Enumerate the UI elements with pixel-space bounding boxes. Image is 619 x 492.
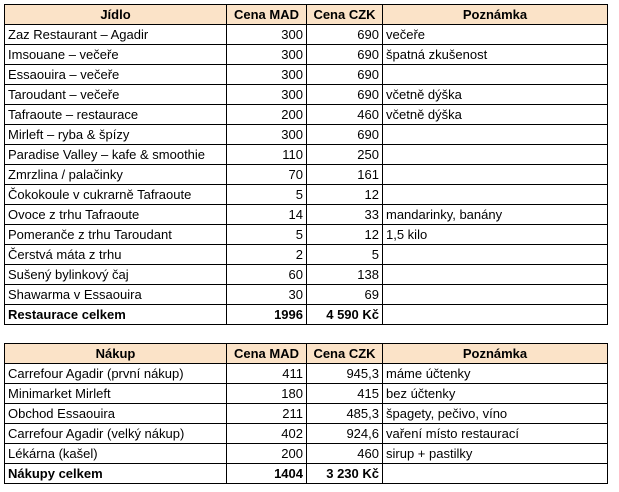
cell-note[interactable]: včetně dýška bbox=[383, 105, 608, 125]
cell-item[interactable]: Pomeranče z trhu Taroudant bbox=[5, 225, 227, 245]
cell-price-mad[interactable]: 200 bbox=[227, 444, 307, 464]
total-cell-item[interactable]: Nákupy celkem bbox=[5, 464, 227, 484]
cell-price-mad[interactable]: 300 bbox=[227, 85, 307, 105]
cell-note[interactable]: večeře bbox=[383, 25, 608, 45]
cell-item[interactable]: Essaouira – večeře bbox=[5, 65, 227, 85]
cell-price-czk[interactable]: 924,6 bbox=[307, 424, 383, 444]
table-row bbox=[5, 245, 608, 265]
table-row bbox=[5, 45, 608, 65]
table-row bbox=[5, 384, 608, 404]
cell-note[interactable] bbox=[383, 265, 608, 285]
cell-price-czk[interactable]: 690 bbox=[307, 125, 383, 145]
total-row bbox=[5, 305, 608, 325]
cell-price-czk[interactable]: 690 bbox=[307, 25, 383, 45]
cell-item[interactable]: Zaz Restaurant – Agadir bbox=[5, 25, 227, 45]
header-cell-note[interactable]: Poznámka bbox=[383, 5, 608, 25]
cell-item[interactable]: Carrefour Agadir (velký nákup) bbox=[5, 424, 227, 444]
table-row bbox=[5, 145, 608, 165]
cell-price-czk[interactable]: 12 bbox=[307, 225, 383, 245]
table-row bbox=[5, 404, 608, 424]
cell-item[interactable]: Shawarma v Essaouira bbox=[5, 285, 227, 305]
cell-price-czk[interactable]: 138 bbox=[307, 265, 383, 285]
cell-note[interactable]: sirup + pastilky bbox=[383, 444, 608, 464]
cell-item[interactable]: Čerstvá máta z trhu bbox=[5, 245, 227, 265]
header-cell-price-mad[interactable]: Cena MAD bbox=[227, 344, 307, 364]
cell-item[interactable]: Mirleft – ryba & špízy bbox=[5, 125, 227, 145]
total-cell-price-czk[interactable]: 3 230 Kč bbox=[307, 464, 383, 484]
cell-price-mad[interactable]: 180 bbox=[227, 384, 307, 404]
cell-item[interactable]: Taroudant – večeře bbox=[5, 85, 227, 105]
cell-price-mad[interactable]: 60 bbox=[227, 265, 307, 285]
cell-price-mad[interactable]: 5 bbox=[227, 185, 307, 205]
cell-price-czk[interactable]: 945,3 bbox=[307, 364, 383, 384]
cell-item[interactable]: Sušený bylinkový čaj bbox=[5, 265, 227, 285]
cell-item[interactable]: Ovoce z trhu Tafraoute bbox=[5, 205, 227, 225]
cell-note[interactable] bbox=[383, 165, 608, 185]
header-cell-price-mad[interactable]: Cena MAD bbox=[227, 5, 307, 25]
total-cell-price-czk[interactable]: 4 590 Kč bbox=[307, 305, 383, 325]
cell-price-czk[interactable]: 485,3 bbox=[307, 404, 383, 424]
cell-note[interactable] bbox=[383, 285, 608, 305]
cell-note[interactable] bbox=[383, 65, 608, 85]
cell-note[interactable]: špatná zkušenost bbox=[383, 45, 608, 65]
cell-note[interactable]: máme účtenky bbox=[383, 364, 608, 384]
cell-price-mad[interactable]: 300 bbox=[227, 45, 307, 65]
table-row bbox=[5, 65, 608, 85]
cell-item[interactable]: Minimarket Mirleft bbox=[5, 384, 227, 404]
table-row bbox=[5, 105, 608, 125]
cell-price-mad[interactable]: 402 bbox=[227, 424, 307, 444]
cell-price-mad[interactable]: 211 bbox=[227, 404, 307, 424]
cell-item[interactable]: Tafraoute – restaurace bbox=[5, 105, 227, 125]
table-row bbox=[5, 225, 608, 245]
table-row bbox=[5, 364, 608, 384]
cell-price-mad[interactable]: 5 bbox=[227, 225, 307, 245]
cell-price-mad[interactable]: 30 bbox=[227, 285, 307, 305]
table-row bbox=[5, 85, 608, 105]
header-row bbox=[5, 344, 608, 364]
restaurants-table bbox=[4, 4, 608, 325]
cell-price-czk[interactable]: 12 bbox=[307, 185, 383, 205]
cell-note[interactable]: špagety, pečivo, víno bbox=[383, 404, 608, 424]
cell-price-czk[interactable]: 250 bbox=[307, 145, 383, 165]
cell-price-mad[interactable]: 200 bbox=[227, 105, 307, 125]
cell-price-mad[interactable]: 300 bbox=[227, 25, 307, 45]
total-cell-note[interactable] bbox=[383, 464, 608, 484]
cell-price-czk[interactable]: 5 bbox=[307, 245, 383, 265]
total-cell-note[interactable] bbox=[383, 305, 608, 325]
table-row bbox=[5, 285, 608, 305]
cell-note[interactable] bbox=[383, 145, 608, 165]
shopping-table bbox=[4, 343, 608, 484]
cell-price-mad[interactable]: 70 bbox=[227, 165, 307, 185]
cell-price-czk[interactable]: 690 bbox=[307, 85, 383, 105]
cell-price-mad[interactable]: 2 bbox=[227, 245, 307, 265]
cell-item[interactable]: Imsouane – večeře bbox=[5, 45, 227, 65]
total-cell-price-mad[interactable]: 1996 bbox=[227, 305, 307, 325]
cell-price-czk[interactable]: 690 bbox=[307, 45, 383, 65]
table-row bbox=[5, 125, 608, 145]
cell-price-mad[interactable]: 14 bbox=[227, 205, 307, 225]
cell-note[interactable] bbox=[383, 185, 608, 205]
cell-note[interactable]: bez účtenky bbox=[383, 384, 608, 404]
cell-price-czk[interactable]: 161 bbox=[307, 165, 383, 185]
cell-price-czk[interactable]: 33 bbox=[307, 205, 383, 225]
table-row bbox=[5, 444, 608, 464]
cell-price-mad[interactable]: 110 bbox=[227, 145, 307, 165]
header-cell-price-czk[interactable]: Cena CZK bbox=[307, 5, 383, 25]
table-row bbox=[5, 265, 608, 285]
total-row bbox=[5, 464, 608, 484]
table-row bbox=[5, 424, 608, 444]
cell-note[interactable] bbox=[383, 125, 608, 145]
cell-price-mad[interactable]: 300 bbox=[227, 65, 307, 85]
total-cell-item[interactable]: Restaurace celkem bbox=[5, 305, 227, 325]
cell-price-czk[interactable]: 460 bbox=[307, 444, 383, 464]
cell-price-czk[interactable]: 69 bbox=[307, 285, 383, 305]
table-row bbox=[5, 165, 608, 185]
cell-note[interactable]: vaření místo restaurací bbox=[383, 424, 608, 444]
cell-item[interactable]: Obchod Essaouira bbox=[5, 404, 227, 424]
header-cell-note[interactable]: Poznámka bbox=[383, 344, 608, 364]
cell-price-mad[interactable]: 411 bbox=[227, 364, 307, 384]
table-row bbox=[5, 205, 608, 225]
cell-price-mad[interactable]: 300 bbox=[227, 125, 307, 145]
cell-note[interactable] bbox=[383, 245, 608, 265]
cell-note[interactable]: 1,5 kilo bbox=[383, 225, 608, 245]
cell-price-czk[interactable]: 415 bbox=[307, 384, 383, 404]
cell-item[interactable]: Carrefour Agadir (první nákup) bbox=[5, 364, 227, 384]
cell-item[interactable]: Paradise Valley – kafe & smoothie bbox=[5, 145, 227, 165]
header-cell-item[interactable]: Jídlo bbox=[5, 5, 227, 25]
total-cell-price-mad[interactable]: 1404 bbox=[227, 464, 307, 484]
header-cell-price-czk[interactable]: Cena CZK bbox=[307, 344, 383, 364]
cell-price-czk[interactable]: 460 bbox=[307, 105, 383, 125]
header-row bbox=[5, 5, 608, 25]
header-cell-item[interactable]: Nákup bbox=[5, 344, 227, 364]
table-row bbox=[5, 185, 608, 205]
cell-note[interactable]: mandarinky, banány bbox=[383, 205, 608, 225]
cell-item[interactable]: Lékárna (kašel) bbox=[5, 444, 227, 464]
cell-note[interactable]: včetně dýška bbox=[383, 85, 608, 105]
cell-item[interactable]: Čokokoule v cukrarně Tafraoute bbox=[5, 185, 227, 205]
cell-item[interactable]: Zmrzlina / palačinky bbox=[5, 165, 227, 185]
table-row bbox=[5, 25, 608, 45]
cell-price-czk[interactable]: 690 bbox=[307, 65, 383, 85]
